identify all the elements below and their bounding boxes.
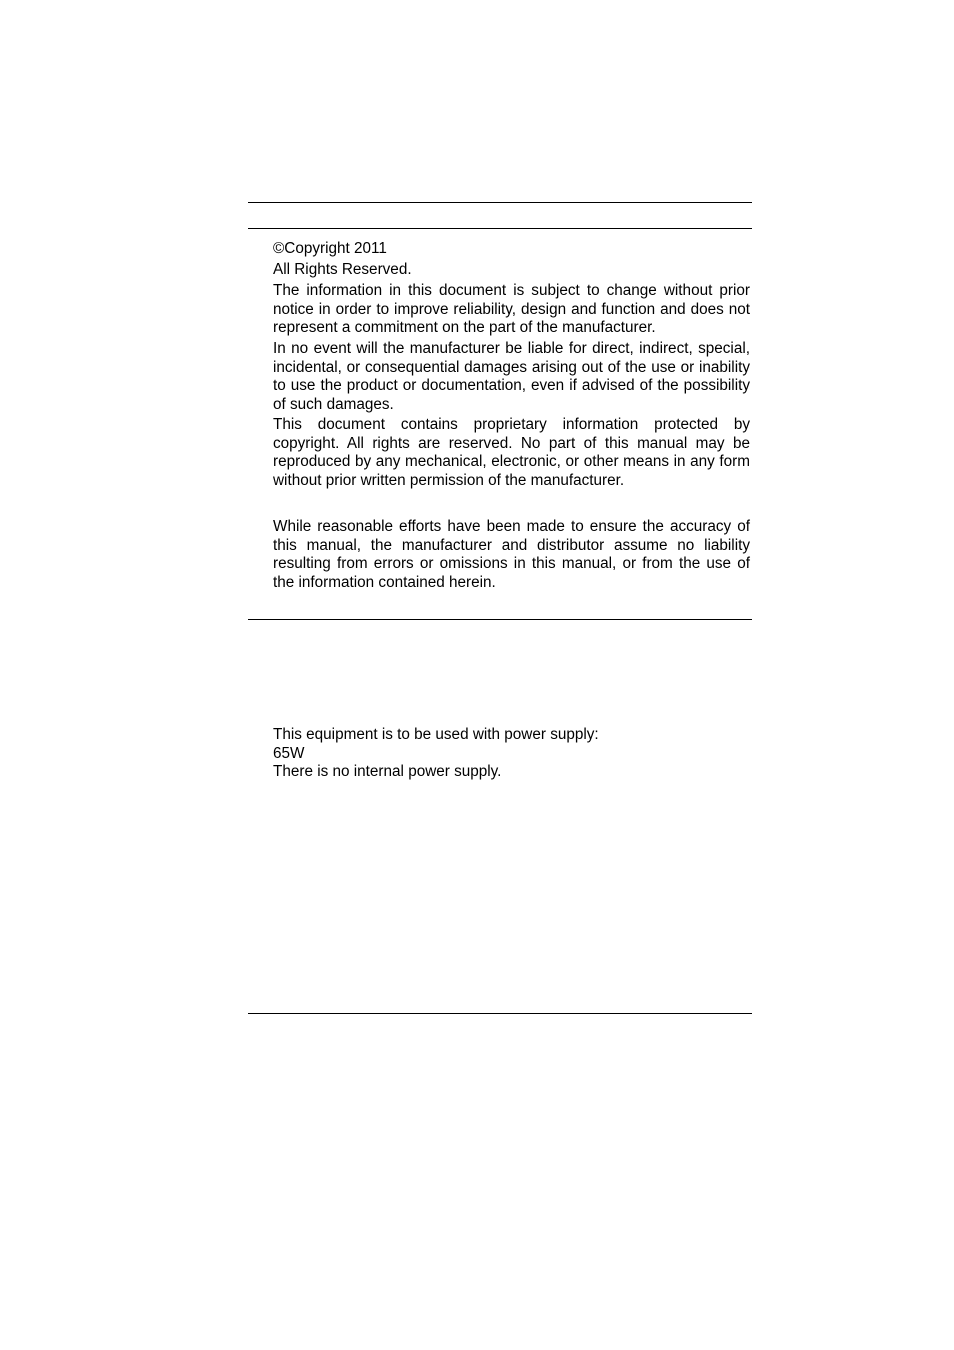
paragraph-change-notice: The information in this document is subject to change without prior notice in order to improve reliability, design and function and does not represent a commitment on the part of the manufacturer.	[273, 282, 750, 337]
power-line-3: There is no internal power supply.	[273, 763, 502, 781]
power-line-1: This equipment is to be used with power supply:	[273, 726, 599, 743]
paragraph-proprietary: This document contains proprietary information protected by copyright. All rights are reserved. No part of this manual may be reproduced by any mechanical, electronic, or other means in any form without prior written permission of the manufacturer.	[273, 416, 750, 489]
power-supply-block	[273, 726, 750, 782]
top-rule-1	[248, 202, 752, 203]
paragraph-accuracy: While reasonable efforts have been made to ensure the accuracy of this manual, the manufacturer and distributor assume no liability resulting from errors or omissions in this manual, or from the use of the information contained herein.	[273, 518, 750, 591]
bottom-rule	[248, 1013, 752, 1014]
power-line-2: 65W	[273, 744, 305, 762]
paragraph-liability: In no event will the manufacturer be liable for direct, indirect, special, incidental, or consequential damages arising out of the use or inability to use the product or documentation, even if advised of the possibility of such damages.	[273, 340, 750, 413]
middle-rule	[248, 619, 752, 620]
rights-line: All Rights Reserved.	[273, 261, 412, 278]
top-rule-2	[248, 228, 752, 229]
copyright-line: ©Copyright 2011	[273, 240, 387, 257]
